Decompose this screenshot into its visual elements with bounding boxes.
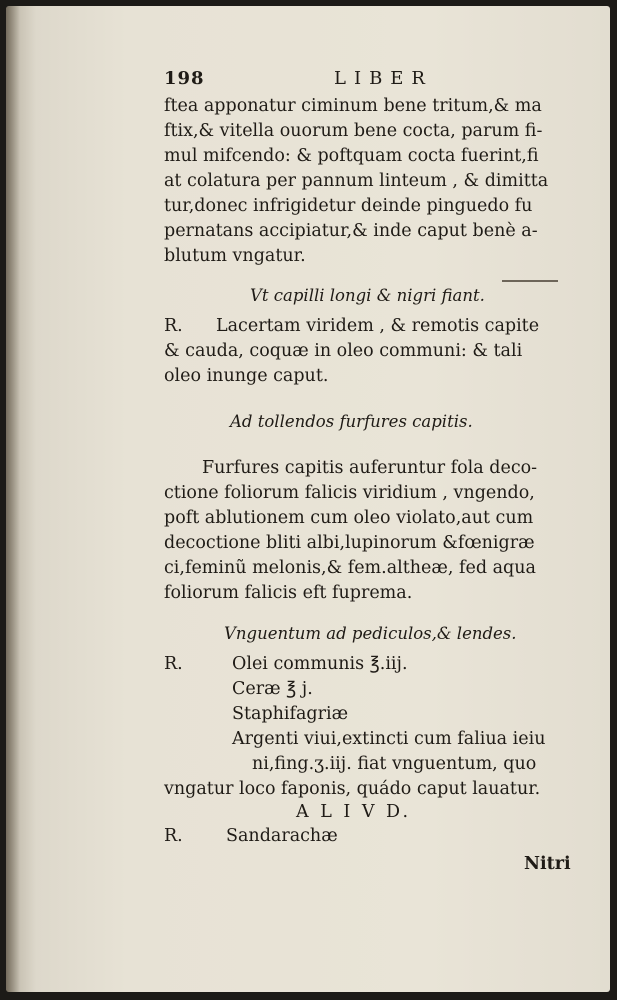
book-page [6, 6, 610, 992]
recipe-symbol: R. [164, 316, 183, 336]
paragraph-line: blutum vngatur. [164, 246, 306, 266]
recipe-item: vngatur loco faponis, quádo caput lauatur. [164, 779, 541, 799]
ornament-dash [502, 280, 558, 282]
recipe-item: Olei communis ℥.iij. [232, 654, 408, 674]
paragraph-line: ctione foliorum falicis viridium , vngendo, [164, 483, 535, 503]
catchword: Nitri [524, 854, 571, 874]
recipe-line: oleo inunge caput. [164, 366, 329, 386]
running-title: LIBER [334, 68, 433, 89]
recipe-item: Ceræ ℥ j. [232, 679, 313, 699]
paragraph-line: foliorum falicis eft fuprema. [164, 583, 413, 603]
recipe-item: Staphifagriæ [232, 704, 349, 724]
paragraph-line: tur,donec infrigidetur deinde pinguedo fu [164, 196, 533, 216]
recipe-line: & cauda, coquæ in oleo communi: & tali [164, 341, 523, 361]
section-heading: A L I V D. [296, 802, 412, 822]
gutter-shadow [6, 6, 20, 992]
paragraph-line: pernatans accipiatur,& inde caput benè a- [164, 221, 538, 241]
recipe-line: Lacertam viridem , & remotis capite [216, 316, 540, 336]
paragraph-line: poft ablutionem cum oleo violato,aut cum [164, 508, 534, 528]
recipe-item: Sandarachæ [226, 826, 338, 846]
recipe-item: Argenti viui,extincti cum faliua ieiu [232, 729, 546, 749]
recipe-symbol: R. [164, 654, 183, 674]
paragraph-line: ci,feminũ melonis,& fem.altheæ, fed aqua [164, 558, 536, 578]
paragraph-line: Furfures capitis auferuntur fola deco- [202, 458, 538, 478]
paragraph-line: ftea apponatur ciminum bene tritum,& ma [164, 96, 542, 116]
recipe-symbol: R. [164, 826, 183, 846]
section-heading: Vnguentum ad pediculos,& lendes. [224, 624, 517, 643]
paragraph-line: at colatura per pannum linteum , & dimitta [164, 171, 549, 191]
recipe-item: ni,fing.ʒ.iij. fiat vnguentum, quo [252, 754, 537, 774]
paragraph-line: decoctione bliti albi,lupinorum &fœnigræ [164, 533, 535, 553]
page-number: 198 [164, 68, 205, 89]
section-heading: Vt capilli longi & nigri fiant. [250, 286, 485, 305]
paragraph-line: mul mifcendo: & poftquam cocta fuerint,fi [164, 146, 539, 166]
section-heading: Ad tollendos furfures capitis. [230, 412, 473, 431]
paragraph-line: ftix,& vitella ouorum bene cocta, parum fi- [164, 121, 543, 141]
